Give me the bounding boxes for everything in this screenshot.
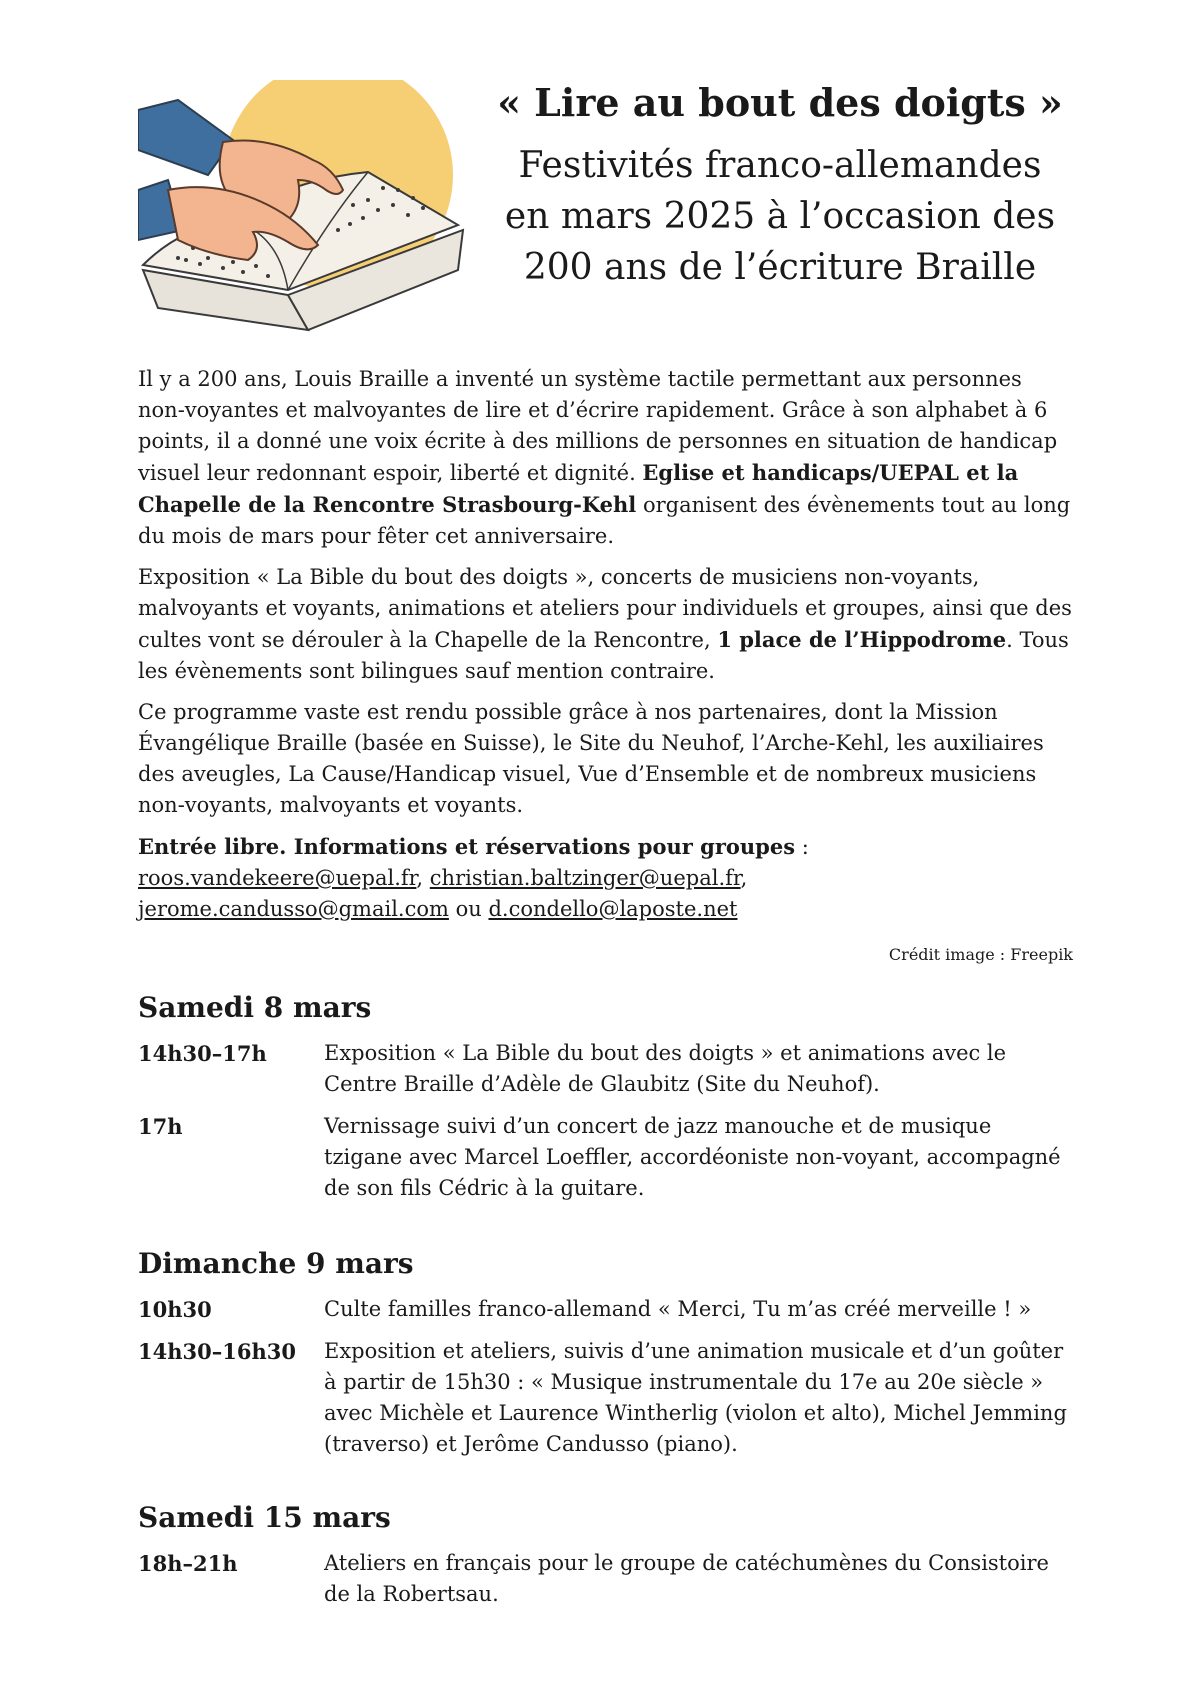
- event-description: Culte familles franco-allemand « Merci, Tu m’as créé merveille ! »: [324, 1297, 1032, 1321]
- day-title: Samedi 15 mars: [138, 1501, 391, 1534]
- contact-label: [138, 831, 1073, 863]
- event-row: [138, 1038, 1073, 1100]
- email-link[interactable]: christian.baltzinger@uepal.fr: [429, 866, 741, 890]
- schedule-day: [138, 990, 1073, 1215]
- day-title: Samedi 8 mars: [138, 991, 372, 1024]
- intro-p1-text-end: organisent des évènements tout au long du mois de mars pour fêter cet anniversaire.: [138, 493, 1071, 548]
- event-row: [138, 1336, 1073, 1460]
- email-link[interactable]: d.condello@laposte.net: [488, 897, 738, 921]
- contact-label-bold: Entrée libre. Informations et réservations pour groupes: [138, 834, 796, 859]
- event-time: 17h: [138, 1114, 183, 1139]
- event-row: [138, 1294, 1073, 1325]
- title-block: [490, 78, 1070, 293]
- intro-p1-organizers: Eglise et handicaps/UEPAL et la Chapelle de la Rencontre Strasbourg-Kehl: [138, 460, 1019, 517]
- event-time: 14h30–17h: [138, 1041, 267, 1066]
- intro-p1-text-start: Il y a 200 ans, Louis Braille a inventé un système tactile permettant aux personnes non-voyantes et malvoyantes de lire et d’écrire rapidement. Grâce à son alphabet à 6 points, il a donné une voix écrite à des millions de personnes en situation de handicap visuel leur redonnant espoir, liberté et dignité.: [138, 367, 1058, 485]
- event-time: 18h–21h: [138, 1551, 238, 1576]
- subtitle-line: 200 ans de l’écriture Braille: [523, 247, 1037, 288]
- intro-p2-text-start: Exposition « La Bible du bout des doigts », concerts de musiciens non-voyants, malvoyants et voyants, animations et ateliers pour individuels et groupes, ainsi que des cultes vont se dérouler à la Chapelle de la Rencontre,: [138, 565, 1072, 652]
- contact-label-suffix: :: [795, 835, 809, 859]
- event-time: 14h30–16h30: [138, 1339, 296, 1364]
- contact-block: [138, 831, 1073, 925]
- schedule-day: [138, 1500, 1073, 1621]
- intro-paragraph-3: Ce programme vaste est rendu possible grâce à nos partenaires, dont la Mission Évangélique Braille (basée en Suisse), le Site du Neuhof, l’Arche-Kehl, les auxiliaires des aveugles, La Cause/Handicap visuel, Vue d’Ensemble et de nombreux musiciens non-voyants, malvoyants et voyants.: [138, 700, 1044, 817]
- intro-p2-text-end: . Tous les évènements sont bilingues sauf mention contraire.: [138, 628, 1069, 683]
- subtitle-line: en mars 2025 à l’occasion des: [504, 196, 1056, 237]
- email-link[interactable]: roos.vandekeere@uepal.fr: [138, 866, 417, 890]
- separator: ,: [740, 866, 748, 890]
- intro-paragraph-1: [138, 364, 1073, 552]
- subtitle-line: Festivités franco-allemandes: [518, 145, 1042, 186]
- email-link[interactable]: jerome.candusso@gmail.com: [138, 897, 449, 921]
- braille-reading-illustration: [138, 80, 468, 338]
- event-description: Vernissage suivi d’un concert de jazz manouche et de musique tzigane avec Marcel Loeffler, accordéoniste non-voyant, accompagné de son fils Cédric à la guitare.: [324, 1114, 1061, 1200]
- event-time: 10h30: [138, 1297, 212, 1322]
- intro-paragraph-2: [138, 562, 1073, 687]
- separator: ou: [448, 897, 489, 921]
- event-description: Exposition « La Bible du bout des doigts » et animations avec le Centre Braille d’Adèle de Glaubitz (Site du Neuhof).: [324, 1041, 1007, 1096]
- separator: ,: [416, 866, 430, 890]
- schedule-day: [138, 1246, 1073, 1471]
- contact-emails-line-2: [138, 894, 1073, 925]
- page-title: « Lire au bout des doigts »: [497, 80, 1063, 125]
- image-credit: Crédit image : Freepik: [888, 945, 1073, 964]
- event-description: Exposition et ateliers, suivis d’une animation musicale et d’un goûter à partir de 15h30 : « Musique instrumentale du 17e au 20e siècle » avec Michèle et Laurence Wintherlig (violon et alto), Michel Jemming (traverso) et Jerôme Candusso (piano).: [324, 1339, 1067, 1456]
- event-description: Ateliers en français pour le groupe de catéchumènes du Consistoire de la Robertsau.: [324, 1551, 1049, 1606]
- intro-text: [138, 364, 1073, 925]
- event-row: [138, 1111, 1073, 1204]
- day-title: Dimanche 9 mars: [138, 1247, 414, 1280]
- event-row: [138, 1548, 1073, 1610]
- intro-p2-address: 1 place de l’Hippodrome: [717, 627, 1007, 652]
- page-subtitle: [490, 140, 1070, 293]
- contact-emails-line-1: [138, 863, 1073, 894]
